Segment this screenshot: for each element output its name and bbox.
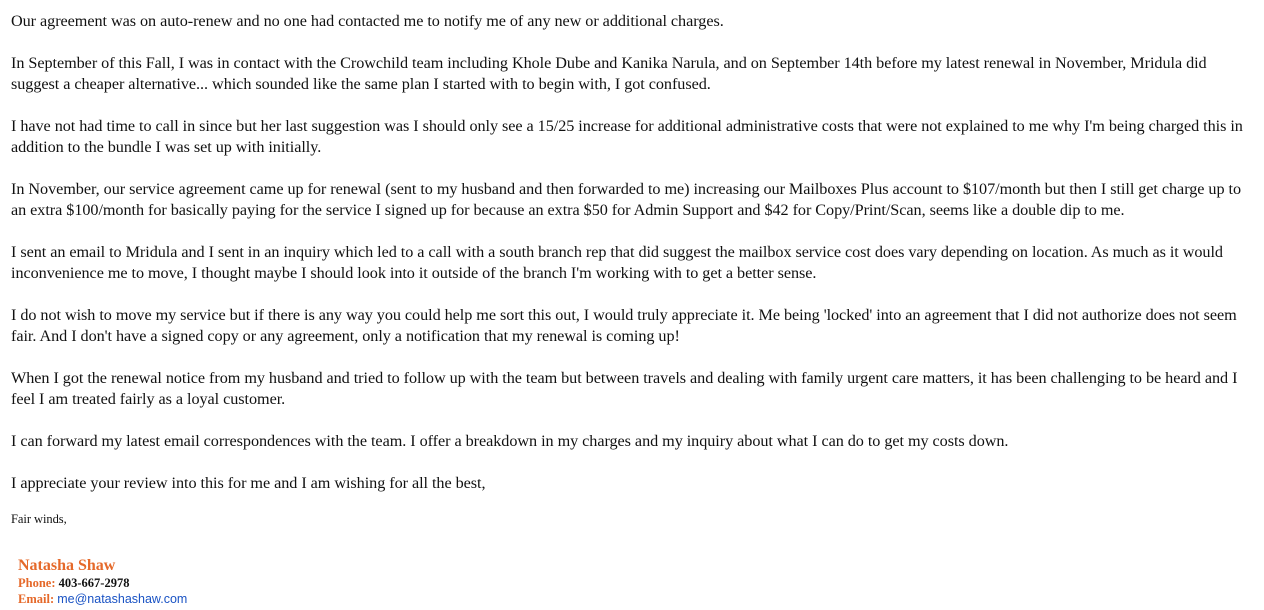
closing-line: Fair winds,: [11, 512, 67, 526]
paragraph-inquiry: I sent an email to Mridula and I sent in an inquiry which led to a call with a south branch rep that did suggest the mailbox service cost does vary depending on location. As much as it would inconvenience me to move, I thought maybe I should look into it outside of the branch I'm working with to get a better sense.: [11, 243, 1223, 282]
signature-phone-line: [18, 575, 187, 591]
paragraph-renewal-notice: When I got the renewal notice from my husband and tried to follow up with the team but between travels and dealing with family urgent care matters, it has been challenging to be heard and I feel I am treated fairly as a loyal customer.: [11, 369, 1238, 408]
email-link[interactable]: me@natashashaw.com: [57, 592, 188, 606]
signature-name: Natasha Shaw: [18, 557, 116, 574]
phone-number: 403-667-2978: [58, 576, 130, 590]
email-signature: [18, 556, 187, 607]
signature-email-line: [18, 591, 187, 607]
paragraph-increase-suggestion: I have not had time to call in since but her last suggestion was I should only see a 15/25 increase for additional administrative costs that were not explained to me why I'm being charged this in addition to the bundle I was set up with initially.: [11, 117, 1243, 156]
paragraph-appreciation: I appreciate your review into this for me and I am wishing for all the best,: [11, 474, 486, 492]
paragraph-forward-correspondence: I can forward my latest email correspondences with the team. I offer a breakdown in my charges and my inquiry about what I can do to get my costs down.: [11, 432, 1009, 450]
paragraph-september-contact: In September of this Fall, I was in contact with the Crowchild team including Khole Dube and Kanika Narula, and on September 14th before my latest renewal in November, Mridula did suggest a cheaper alternative... which sounded like the same plan I started with to begin with, I got confused.: [11, 54, 1207, 93]
paragraph-november-renewal: In November, our service agreement came up for renewal (sent to my husband and then forwarded to me) increasing our Mailboxes Plus account to $107/month but then I still get charge up to an extra $100/month for basically paying for the service I signed up for because an extra $50 for Admin Support and $42 for Copy/Print/Scan, seems like a double dip to me.: [11, 180, 1241, 219]
phone-label: Phone:: [18, 576, 56, 590]
paragraph-request-help: I do not wish to move my service but if there is any way you could help me sort this out, I would truly appreciate it. Me being 'locked' into an agreement that I did not authorize does not seem fair. And I don't have a signed copy or any agreement, only a notification that my renewal is coming up!: [11, 306, 1237, 345]
email-label: Email:: [18, 592, 55, 606]
paragraph-auto-renew: Our agreement was on auto-renew and no one had contacted me to notify me of any new or additional charges.: [11, 12, 724, 30]
email-body: [11, 11, 1257, 527]
